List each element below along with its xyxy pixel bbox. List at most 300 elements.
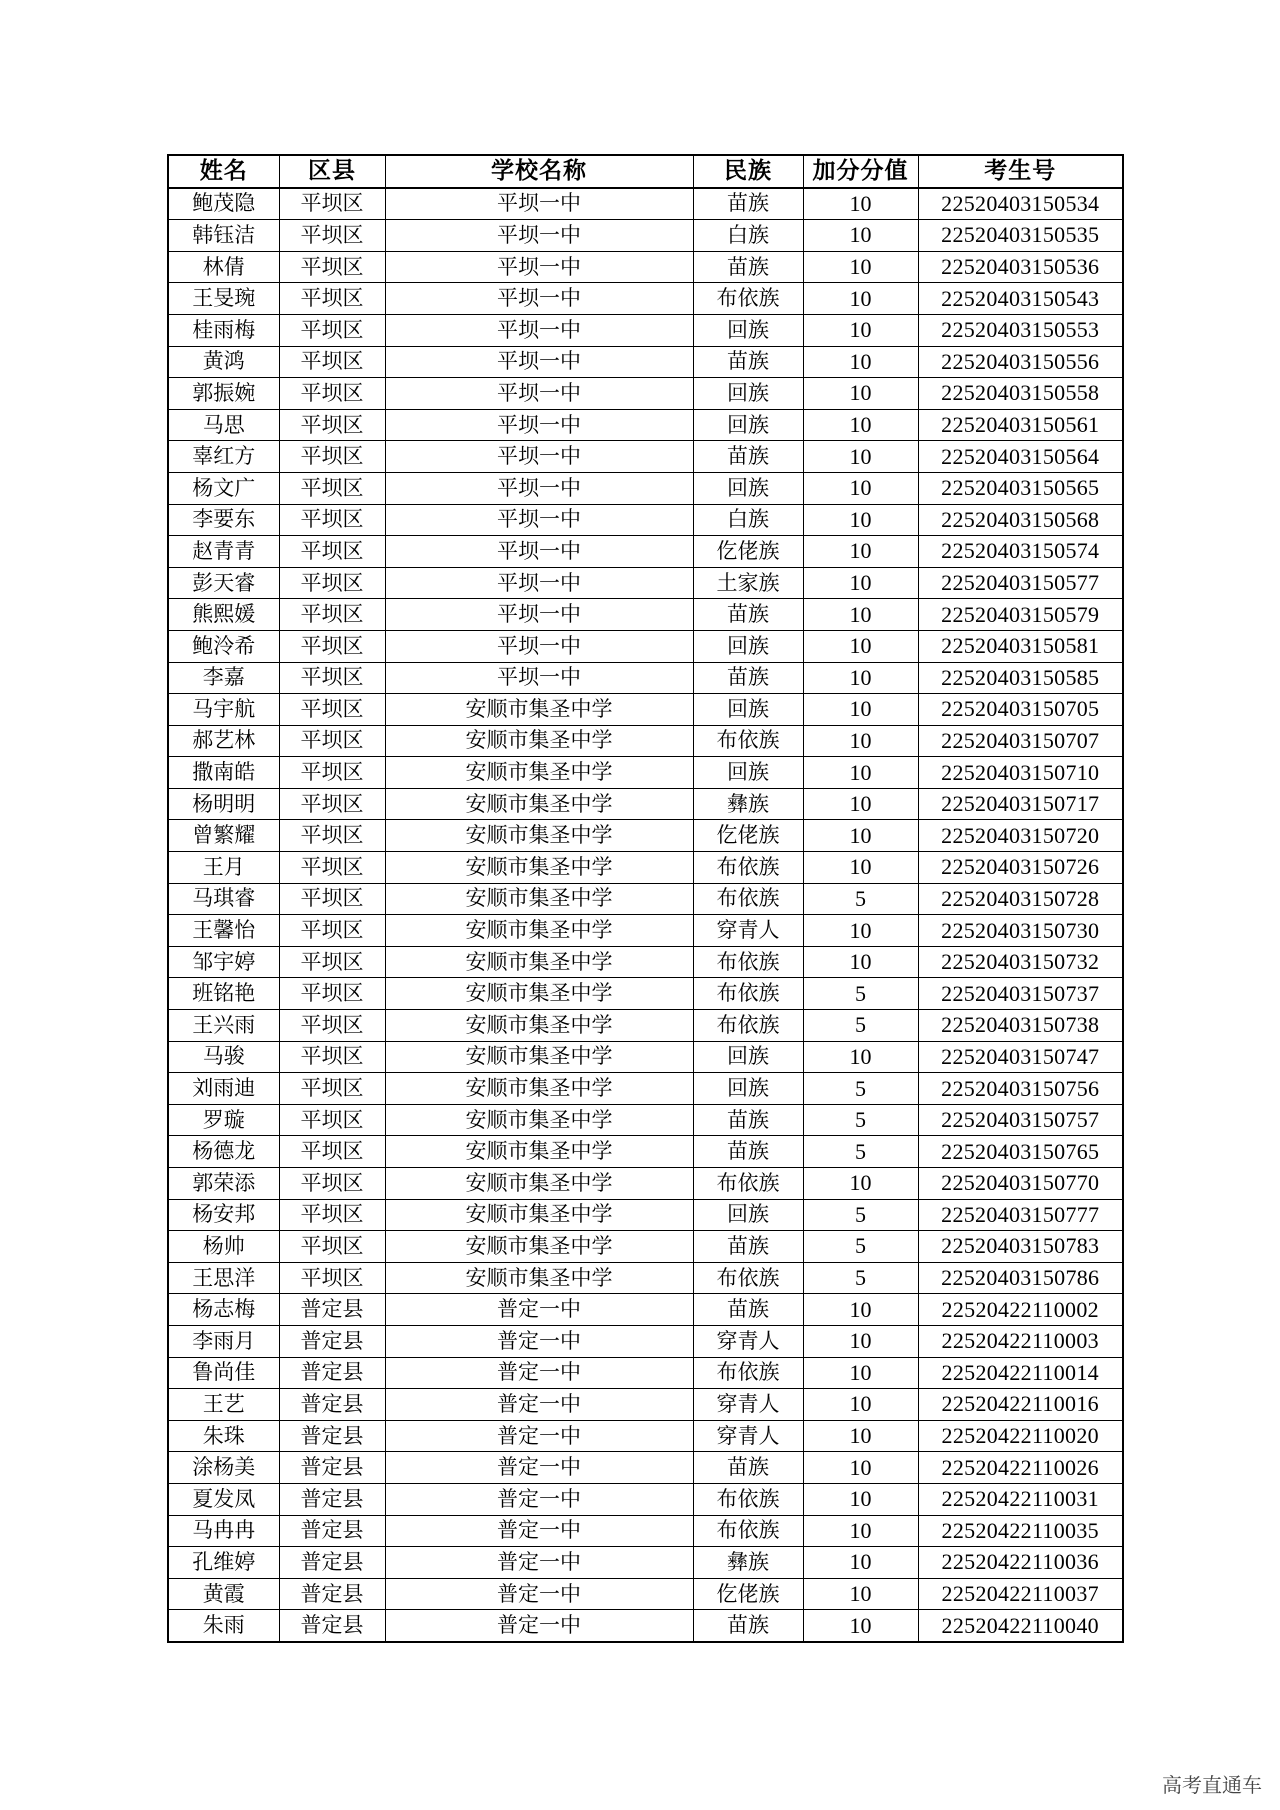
cell-name: 鲍茂隐 [168, 188, 279, 220]
cell-bonus-points: 10 [803, 599, 918, 631]
cell-name: 郭振婉 [168, 378, 279, 410]
cell-ethnicity: 白族 [693, 504, 803, 536]
cell-district: 平坝区 [279, 630, 385, 662]
table-row [168, 1136, 1123, 1168]
cell-ethnicity: 苗族 [693, 599, 803, 631]
cell-ethnicity: 穿青人 [693, 1420, 803, 1452]
cell-exam-id: 22520403150726 [918, 852, 1123, 884]
cell-exam-id: 22520403150577 [918, 567, 1123, 599]
table-row [168, 1547, 1123, 1579]
table-row [168, 1010, 1123, 1042]
cell-ethnicity: 苗族 [693, 1104, 803, 1136]
cell-bonus-points: 5 [803, 1231, 918, 1263]
cell-district: 平坝区 [279, 694, 385, 726]
table-row [168, 946, 1123, 978]
header-name: 姓名 [168, 155, 279, 188]
cell-bonus-points: 10 [803, 441, 918, 473]
table-row [168, 978, 1123, 1010]
cell-exam-id: 22520422110040 [918, 1610, 1123, 1642]
cell-school: 普定一中 [385, 1578, 693, 1610]
cell-district: 平坝区 [279, 472, 385, 504]
cell-exam-id: 22520403150574 [918, 536, 1123, 568]
cell-exam-id: 22520422110036 [918, 1547, 1123, 1579]
cell-ethnicity: 回族 [693, 314, 803, 346]
cell-bonus-points: 5 [803, 1104, 918, 1136]
cell-bonus-points: 10 [803, 1389, 918, 1421]
cell-name: 杨文广 [168, 472, 279, 504]
cell-ethnicity: 布依族 [693, 1168, 803, 1200]
cell-district: 平坝区 [279, 978, 385, 1010]
cell-ethnicity: 回族 [693, 378, 803, 410]
cell-name: 桂雨梅 [168, 314, 279, 346]
cell-school: 安顺市集圣中学 [385, 1262, 693, 1294]
table-row [168, 251, 1123, 283]
table-row [168, 1325, 1123, 1357]
table-row [168, 346, 1123, 378]
cell-district: 平坝区 [279, 599, 385, 631]
table-row [168, 1578, 1123, 1610]
cell-district: 普定县 [279, 1452, 385, 1484]
cell-ethnicity: 布依族 [693, 978, 803, 1010]
cell-ethnicity: 布依族 [693, 1515, 803, 1547]
cell-bonus-points: 5 [803, 1262, 918, 1294]
cell-exam-id: 22520403150585 [918, 662, 1123, 694]
student-bonus-table [167, 154, 1124, 1643]
cell-bonus-points: 5 [803, 1136, 918, 1168]
cell-district: 平坝区 [279, 220, 385, 252]
cell-bonus-points: 10 [803, 1452, 918, 1484]
cell-school: 普定一中 [385, 1389, 693, 1421]
cell-exam-id: 22520403150786 [918, 1262, 1123, 1294]
cell-school: 安顺市集圣中学 [385, 1199, 693, 1231]
cell-bonus-points: 5 [803, 1073, 918, 1105]
cell-name: 郭荣添 [168, 1168, 279, 1200]
cell-ethnicity: 布依族 [693, 725, 803, 757]
cell-exam-id: 22520403150777 [918, 1199, 1123, 1231]
cell-ethnicity: 回族 [693, 694, 803, 726]
cell-bonus-points: 10 [803, 1483, 918, 1515]
cell-name: 杨德龙 [168, 1136, 279, 1168]
cell-district: 平坝区 [279, 1073, 385, 1105]
cell-school: 安顺市集圣中学 [385, 946, 693, 978]
table-row [168, 757, 1123, 789]
cell-district: 平坝区 [279, 346, 385, 378]
cell-exam-id: 22520403150717 [918, 788, 1123, 820]
cell-district: 普定县 [279, 1547, 385, 1579]
cell-school: 平坝一中 [385, 188, 693, 220]
cell-ethnicity: 布依族 [693, 946, 803, 978]
cell-ethnicity: 苗族 [693, 1136, 803, 1168]
cell-bonus-points: 10 [803, 504, 918, 536]
cell-name: 马宇航 [168, 694, 279, 726]
cell-bonus-points: 5 [803, 1010, 918, 1042]
cell-school: 安顺市集圣中学 [385, 1010, 693, 1042]
cell-school: 平坝一中 [385, 220, 693, 252]
cell-school: 普定一中 [385, 1420, 693, 1452]
cell-school: 普定一中 [385, 1294, 693, 1326]
header-ethnicity: 民族 [693, 155, 803, 188]
cell-bonus-points: 5 [803, 978, 918, 1010]
cell-district: 平坝区 [279, 946, 385, 978]
cell-ethnicity: 白族 [693, 220, 803, 252]
watermark-text: 高考直通车 [1162, 1773, 1262, 1797]
cell-name: 熊熙媛 [168, 599, 279, 631]
cell-district: 普定县 [279, 1389, 385, 1421]
cell-bonus-points: 10 [803, 788, 918, 820]
cell-district: 平坝区 [279, 1168, 385, 1200]
cell-school: 安顺市集圣中学 [385, 725, 693, 757]
cell-name: 鲍泠希 [168, 630, 279, 662]
cell-name: 王月 [168, 852, 279, 884]
cell-bonus-points: 10 [803, 536, 918, 568]
cell-name: 李要东 [168, 504, 279, 536]
cell-exam-id: 22520422110003 [918, 1325, 1123, 1357]
cell-district: 平坝区 [279, 188, 385, 220]
cell-ethnicity: 彝族 [693, 1547, 803, 1579]
cell-district: 平坝区 [279, 1041, 385, 1073]
cell-district: 平坝区 [279, 1010, 385, 1042]
cell-bonus-points: 10 [803, 1168, 918, 1200]
cell-ethnicity: 布依族 [693, 1010, 803, 1042]
cell-district: 普定县 [279, 1420, 385, 1452]
cell-ethnicity: 苗族 [693, 1452, 803, 1484]
header-bonus-points: 加分分值 [803, 155, 918, 188]
cell-district: 平坝区 [279, 283, 385, 315]
cell-bonus-points: 10 [803, 220, 918, 252]
cell-exam-id: 22520403150756 [918, 1073, 1123, 1105]
cell-ethnicity: 穿青人 [693, 1325, 803, 1357]
cell-name: 李雨月 [168, 1325, 279, 1357]
cell-district: 平坝区 [279, 536, 385, 568]
cell-exam-id: 22520422110035 [918, 1515, 1123, 1547]
table-row [168, 1104, 1123, 1136]
cell-exam-id: 22520403150543 [918, 283, 1123, 315]
table-row [168, 1231, 1123, 1263]
cell-bonus-points: 5 [803, 883, 918, 915]
student-bonus-table-container [167, 154, 1122, 1643]
cell-ethnicity: 回族 [693, 757, 803, 789]
cell-bonus-points: 10 [803, 314, 918, 346]
cell-bonus-points: 5 [803, 1199, 918, 1231]
cell-district: 平坝区 [279, 915, 385, 947]
cell-school: 安顺市集圣中学 [385, 852, 693, 884]
cell-bonus-points: 10 [803, 409, 918, 441]
table-row [168, 504, 1123, 536]
cell-ethnicity: 回族 [693, 409, 803, 441]
table-row [168, 1073, 1123, 1105]
cell-district: 平坝区 [279, 1262, 385, 1294]
cell-school: 普定一中 [385, 1610, 693, 1642]
cell-school: 普定一中 [385, 1452, 693, 1484]
cell-exam-id: 22520422110037 [918, 1578, 1123, 1610]
cell-district: 平坝区 [279, 883, 385, 915]
cell-district: 平坝区 [279, 725, 385, 757]
table-row [168, 788, 1123, 820]
cell-exam-id: 22520403150558 [918, 378, 1123, 410]
cell-school: 平坝一中 [385, 662, 693, 694]
cell-name: 曾繁耀 [168, 820, 279, 852]
cell-exam-id: 22520403150561 [918, 409, 1123, 441]
cell-school: 普定一中 [385, 1357, 693, 1389]
cell-exam-id: 22520403150553 [918, 314, 1123, 346]
cell-ethnicity: 苗族 [693, 1294, 803, 1326]
cell-ethnicity: 苗族 [693, 188, 803, 220]
cell-school: 安顺市集圣中学 [385, 883, 693, 915]
table-row [168, 283, 1123, 315]
cell-exam-id: 22520403150581 [918, 630, 1123, 662]
cell-name: 韩钰洁 [168, 220, 279, 252]
cell-exam-id: 22520403150534 [918, 188, 1123, 220]
cell-bonus-points: 10 [803, 1515, 918, 1547]
cell-exam-id: 22520403150720 [918, 820, 1123, 852]
cell-name: 杨帅 [168, 1231, 279, 1263]
cell-bonus-points: 10 [803, 472, 918, 504]
cell-ethnicity: 苗族 [693, 441, 803, 473]
cell-name: 鲁尚佳 [168, 1357, 279, 1389]
cell-bonus-points: 10 [803, 662, 918, 694]
cell-bonus-points: 10 [803, 725, 918, 757]
cell-name: 马琪睿 [168, 883, 279, 915]
cell-name: 邹宇婷 [168, 946, 279, 978]
cell-bonus-points: 10 [803, 1420, 918, 1452]
cell-school: 平坝一中 [385, 314, 693, 346]
table-body [168, 188, 1123, 1642]
cell-district: 平坝区 [279, 757, 385, 789]
cell-school: 安顺市集圣中学 [385, 757, 693, 789]
cell-district: 普定县 [279, 1294, 385, 1326]
cell-name: 罗璇 [168, 1104, 279, 1136]
cell-exam-id: 22520403150707 [918, 725, 1123, 757]
cell-bonus-points: 10 [803, 283, 918, 315]
cell-bonus-points: 10 [803, 567, 918, 599]
cell-school: 安顺市集圣中学 [385, 915, 693, 947]
table-header-row [168, 155, 1123, 188]
cell-exam-id: 22520403150705 [918, 694, 1123, 726]
cell-ethnicity: 仡佬族 [693, 536, 803, 568]
cell-exam-id: 22520422110020 [918, 1420, 1123, 1452]
cell-name: 撒南皓 [168, 757, 279, 789]
cell-ethnicity: 彝族 [693, 788, 803, 820]
cell-district: 平坝区 [279, 852, 385, 884]
cell-bonus-points: 10 [803, 915, 918, 947]
cell-exam-id: 22520403150765 [918, 1136, 1123, 1168]
cell-bonus-points: 10 [803, 188, 918, 220]
cell-district: 平坝区 [279, 409, 385, 441]
table-row [168, 441, 1123, 473]
cell-name: 涂杨美 [168, 1452, 279, 1484]
cell-school: 平坝一中 [385, 378, 693, 410]
table-row [168, 1452, 1123, 1484]
cell-bonus-points: 10 [803, 946, 918, 978]
cell-name: 杨明明 [168, 788, 279, 820]
cell-school: 安顺市集圣中学 [385, 1168, 693, 1200]
cell-ethnicity: 土家族 [693, 567, 803, 599]
cell-exam-id: 22520403150568 [918, 504, 1123, 536]
cell-exam-id: 22520403150564 [918, 441, 1123, 473]
cell-school: 平坝一中 [385, 441, 693, 473]
cell-bonus-points: 10 [803, 1578, 918, 1610]
cell-school: 平坝一中 [385, 409, 693, 441]
cell-exam-id: 22520422110026 [918, 1452, 1123, 1484]
cell-school: 安顺市集圣中学 [385, 820, 693, 852]
cell-name: 彭天睿 [168, 567, 279, 599]
cell-district: 普定县 [279, 1578, 385, 1610]
table-row [168, 378, 1123, 410]
cell-name: 刘雨迪 [168, 1073, 279, 1105]
table-row [168, 694, 1123, 726]
cell-school: 安顺市集圣中学 [385, 788, 693, 820]
table-row [168, 630, 1123, 662]
cell-exam-id: 22520403150783 [918, 1231, 1123, 1263]
cell-name: 孔维婷 [168, 1547, 279, 1579]
cell-district: 平坝区 [279, 820, 385, 852]
cell-ethnicity: 苗族 [693, 1231, 803, 1263]
cell-exam-id: 22520403150757 [918, 1104, 1123, 1136]
cell-bonus-points: 10 [803, 251, 918, 283]
cell-school: 安顺市集圣中学 [385, 1136, 693, 1168]
table-row [168, 220, 1123, 252]
cell-district: 普定县 [279, 1357, 385, 1389]
cell-bonus-points: 10 [803, 1294, 918, 1326]
cell-exam-id: 22520403150737 [918, 978, 1123, 1010]
cell-ethnicity: 布依族 [693, 852, 803, 884]
table-row [168, 915, 1123, 947]
cell-district: 平坝区 [279, 1104, 385, 1136]
cell-district: 平坝区 [279, 662, 385, 694]
cell-name: 朱雨 [168, 1610, 279, 1642]
cell-ethnicity: 苗族 [693, 1610, 803, 1642]
cell-bonus-points: 10 [803, 378, 918, 410]
table-row [168, 1168, 1123, 1200]
cell-district: 平坝区 [279, 251, 385, 283]
table-row [168, 1389, 1123, 1421]
cell-school: 平坝一中 [385, 599, 693, 631]
cell-bonus-points: 10 [803, 1325, 918, 1357]
cell-name: 杨志梅 [168, 1294, 279, 1326]
cell-ethnicity: 回族 [693, 1073, 803, 1105]
cell-district: 平坝区 [279, 788, 385, 820]
cell-district: 普定县 [279, 1483, 385, 1515]
cell-name: 王旻琬 [168, 283, 279, 315]
cell-exam-id: 22520403150556 [918, 346, 1123, 378]
table-row [168, 1483, 1123, 1515]
cell-ethnicity: 穿青人 [693, 915, 803, 947]
cell-district: 普定县 [279, 1515, 385, 1547]
cell-school: 平坝一中 [385, 536, 693, 568]
cell-name: 马思 [168, 409, 279, 441]
cell-name: 黄霞 [168, 1578, 279, 1610]
cell-bonus-points: 10 [803, 346, 918, 378]
cell-school: 安顺市集圣中学 [385, 1104, 693, 1136]
cell-district: 平坝区 [279, 1199, 385, 1231]
cell-ethnicity: 回族 [693, 1199, 803, 1231]
cell-exam-id: 22520403150579 [918, 599, 1123, 631]
table-row [168, 1199, 1123, 1231]
cell-exam-id: 22520403150730 [918, 915, 1123, 947]
table-row [168, 1262, 1123, 1294]
cell-ethnicity: 回族 [693, 472, 803, 504]
cell-bonus-points: 10 [803, 1041, 918, 1073]
cell-name: 夏发凤 [168, 1483, 279, 1515]
cell-name: 杨安邦 [168, 1199, 279, 1231]
cell-exam-id: 22520403150747 [918, 1041, 1123, 1073]
cell-ethnicity: 苗族 [693, 662, 803, 694]
cell-name: 王艺 [168, 1389, 279, 1421]
cell-school: 安顺市集圣中学 [385, 694, 693, 726]
table-row [168, 662, 1123, 694]
cell-exam-id: 22520403150770 [918, 1168, 1123, 1200]
cell-name: 马骏 [168, 1041, 279, 1073]
cell-exam-id: 22520403150565 [918, 472, 1123, 504]
cell-district: 普定县 [279, 1610, 385, 1642]
cell-bonus-points: 10 [803, 1357, 918, 1389]
cell-school: 平坝一中 [385, 251, 693, 283]
cell-name: 辜红方 [168, 441, 279, 473]
cell-school: 安顺市集圣中学 [385, 1041, 693, 1073]
cell-name: 林倩 [168, 251, 279, 283]
cell-school: 平坝一中 [385, 630, 693, 662]
cell-school: 平坝一中 [385, 346, 693, 378]
cell-school: 普定一中 [385, 1515, 693, 1547]
cell-district: 平坝区 [279, 378, 385, 410]
cell-ethnicity: 苗族 [693, 251, 803, 283]
cell-exam-id: 22520403150738 [918, 1010, 1123, 1042]
table-row [168, 725, 1123, 757]
cell-name: 班铭艳 [168, 978, 279, 1010]
cell-ethnicity: 苗族 [693, 346, 803, 378]
table-row [168, 567, 1123, 599]
cell-exam-id: 22520403150536 [918, 251, 1123, 283]
table-row [168, 1420, 1123, 1452]
cell-exam-id: 22520403150728 [918, 883, 1123, 915]
cell-name: 李嘉 [168, 662, 279, 694]
header-school: 学校名称 [385, 155, 693, 188]
table-row [168, 409, 1123, 441]
table-row [168, 472, 1123, 504]
cell-ethnicity: 回族 [693, 630, 803, 662]
cell-name: 王思洋 [168, 1262, 279, 1294]
cell-exam-id: 22520422110031 [918, 1483, 1123, 1515]
table-row [168, 1294, 1123, 1326]
cell-exam-id: 22520422110002 [918, 1294, 1123, 1326]
table-row [168, 536, 1123, 568]
table-row [168, 188, 1123, 220]
cell-bonus-points: 10 [803, 694, 918, 726]
cell-name: 赵青青 [168, 536, 279, 568]
cell-name: 马冉冉 [168, 1515, 279, 1547]
cell-exam-id: 22520422110014 [918, 1357, 1123, 1389]
cell-ethnicity: 布依族 [693, 1262, 803, 1294]
cell-bonus-points: 10 [803, 757, 918, 789]
cell-name: 王馨怡 [168, 915, 279, 947]
cell-district: 普定县 [279, 1325, 385, 1357]
cell-bonus-points: 10 [803, 630, 918, 662]
cell-ethnicity: 仡佬族 [693, 820, 803, 852]
cell-district: 平坝区 [279, 1136, 385, 1168]
cell-bonus-points: 10 [803, 1610, 918, 1642]
cell-name: 黄鸿 [168, 346, 279, 378]
cell-bonus-points: 10 [803, 820, 918, 852]
cell-name: 王兴雨 [168, 1010, 279, 1042]
table-row [168, 820, 1123, 852]
cell-name: 朱珠 [168, 1420, 279, 1452]
header-exam-id: 考生号 [918, 155, 1123, 188]
cell-district: 平坝区 [279, 504, 385, 536]
cell-school: 平坝一中 [385, 283, 693, 315]
cell-exam-id: 22520422110016 [918, 1389, 1123, 1421]
cell-ethnicity: 穿青人 [693, 1389, 803, 1421]
cell-district: 平坝区 [279, 441, 385, 473]
